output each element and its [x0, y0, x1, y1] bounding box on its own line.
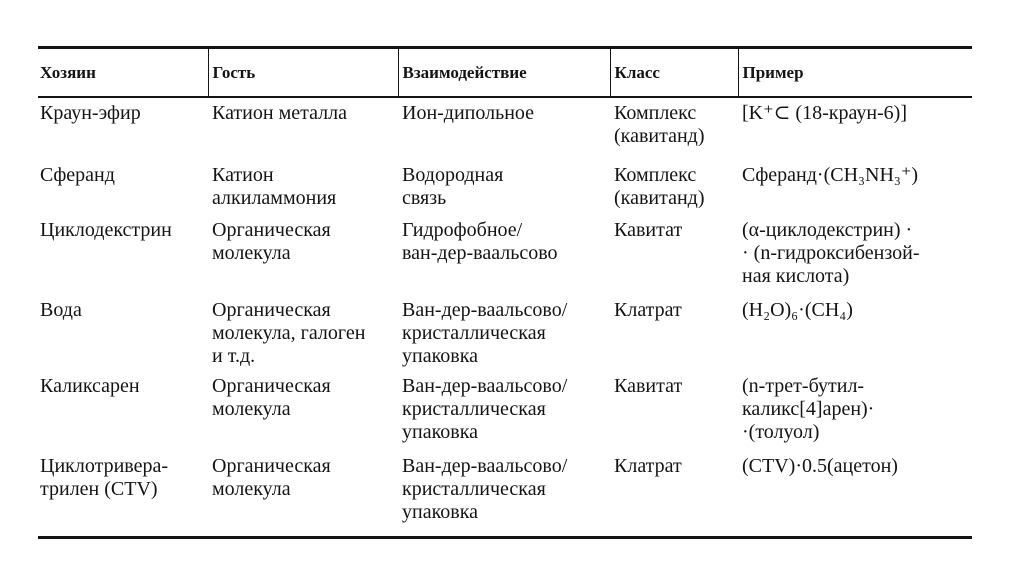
table-row: [38, 295, 972, 371]
cell-example: (α-циклодекстрин) · · (n-гидроксибензой- ная кислота): [742, 219, 920, 287]
cell-example: (H₂O)₆·(CH₄): [742, 299, 853, 321]
cell-guest: Органическая молекула: [212, 219, 331, 264]
cell-interaction: Гидрофобное/ ван-дер-ваальсово: [402, 219, 558, 264]
header-host: Хозяин: [40, 62, 96, 82]
table-rows: [38, 98, 972, 536]
cell-interaction: Ион-дипольное: [402, 102, 535, 124]
cell-host: Циклотривера- трилен (CTV): [40, 455, 169, 500]
header-class: Класс: [610, 49, 738, 96]
table-row: [38, 451, 972, 536]
cell-class: Комплекс (кавитанд): [614, 102, 705, 147]
cell-guest: Органическая молекула: [212, 455, 331, 500]
cell-host: Вода: [40, 299, 82, 321]
cell-interaction: Ван-дер-ваальсово/ кристаллическая упаковка: [402, 455, 568, 523]
cell-class: Клатрат: [614, 455, 682, 477]
cell-guest: Катион металла: [212, 102, 347, 124]
cell-example: (n-трет-бутил- каликс[4]арен)· ·(толуол): [742, 375, 875, 443]
table-row: [38, 160, 972, 215]
cell-host: Циклодекстрин: [40, 219, 172, 241]
cell-guest: Органическая молекула: [212, 375, 331, 420]
cell-example: [K⁺⊂ (18-краун-6)]: [742, 102, 907, 124]
table-body: [38, 49, 972, 96]
cell-interaction: Ван-дер-ваальсово/ кристаллическая упаковка: [402, 299, 568, 367]
cell-interaction: Ван-дер-ваальсово/ кристаллическая упаковка: [402, 375, 568, 443]
cell-class: Кавитат: [614, 375, 683, 397]
cell-host: Каликсарен: [40, 375, 140, 397]
header-row: [38, 49, 972, 96]
cell-interaction: Водородная связь: [402, 164, 504, 209]
host-guest-table: [38, 46, 972, 539]
header-interaction: Взаимодействие: [398, 49, 610, 96]
cell-class: Клатрат: [614, 299, 682, 321]
table-row: [38, 98, 972, 160]
cell-example: (CTV)·0.5(ацетон): [742, 455, 898, 477]
cell-host: Краун-эфир: [40, 102, 141, 124]
cell-guest: Органическая молекула, галоген и т.д.: [212, 299, 366, 367]
cell-class: Комплекс (кавитанд): [614, 164, 705, 209]
table-row: [38, 215, 972, 295]
header-guest: Гость: [208, 49, 398, 96]
cell-class: Кавитат: [614, 219, 683, 241]
cell-host: Сферанд: [40, 164, 115, 186]
header-example: Пример: [738, 49, 972, 96]
cell-example: Сферанд·(CH₃NH₃⁺): [742, 164, 919, 186]
table-bottom-rule: [38, 536, 972, 539]
cell-guest: Катион алкиламмония: [212, 164, 337, 209]
table-row: [38, 371, 972, 451]
